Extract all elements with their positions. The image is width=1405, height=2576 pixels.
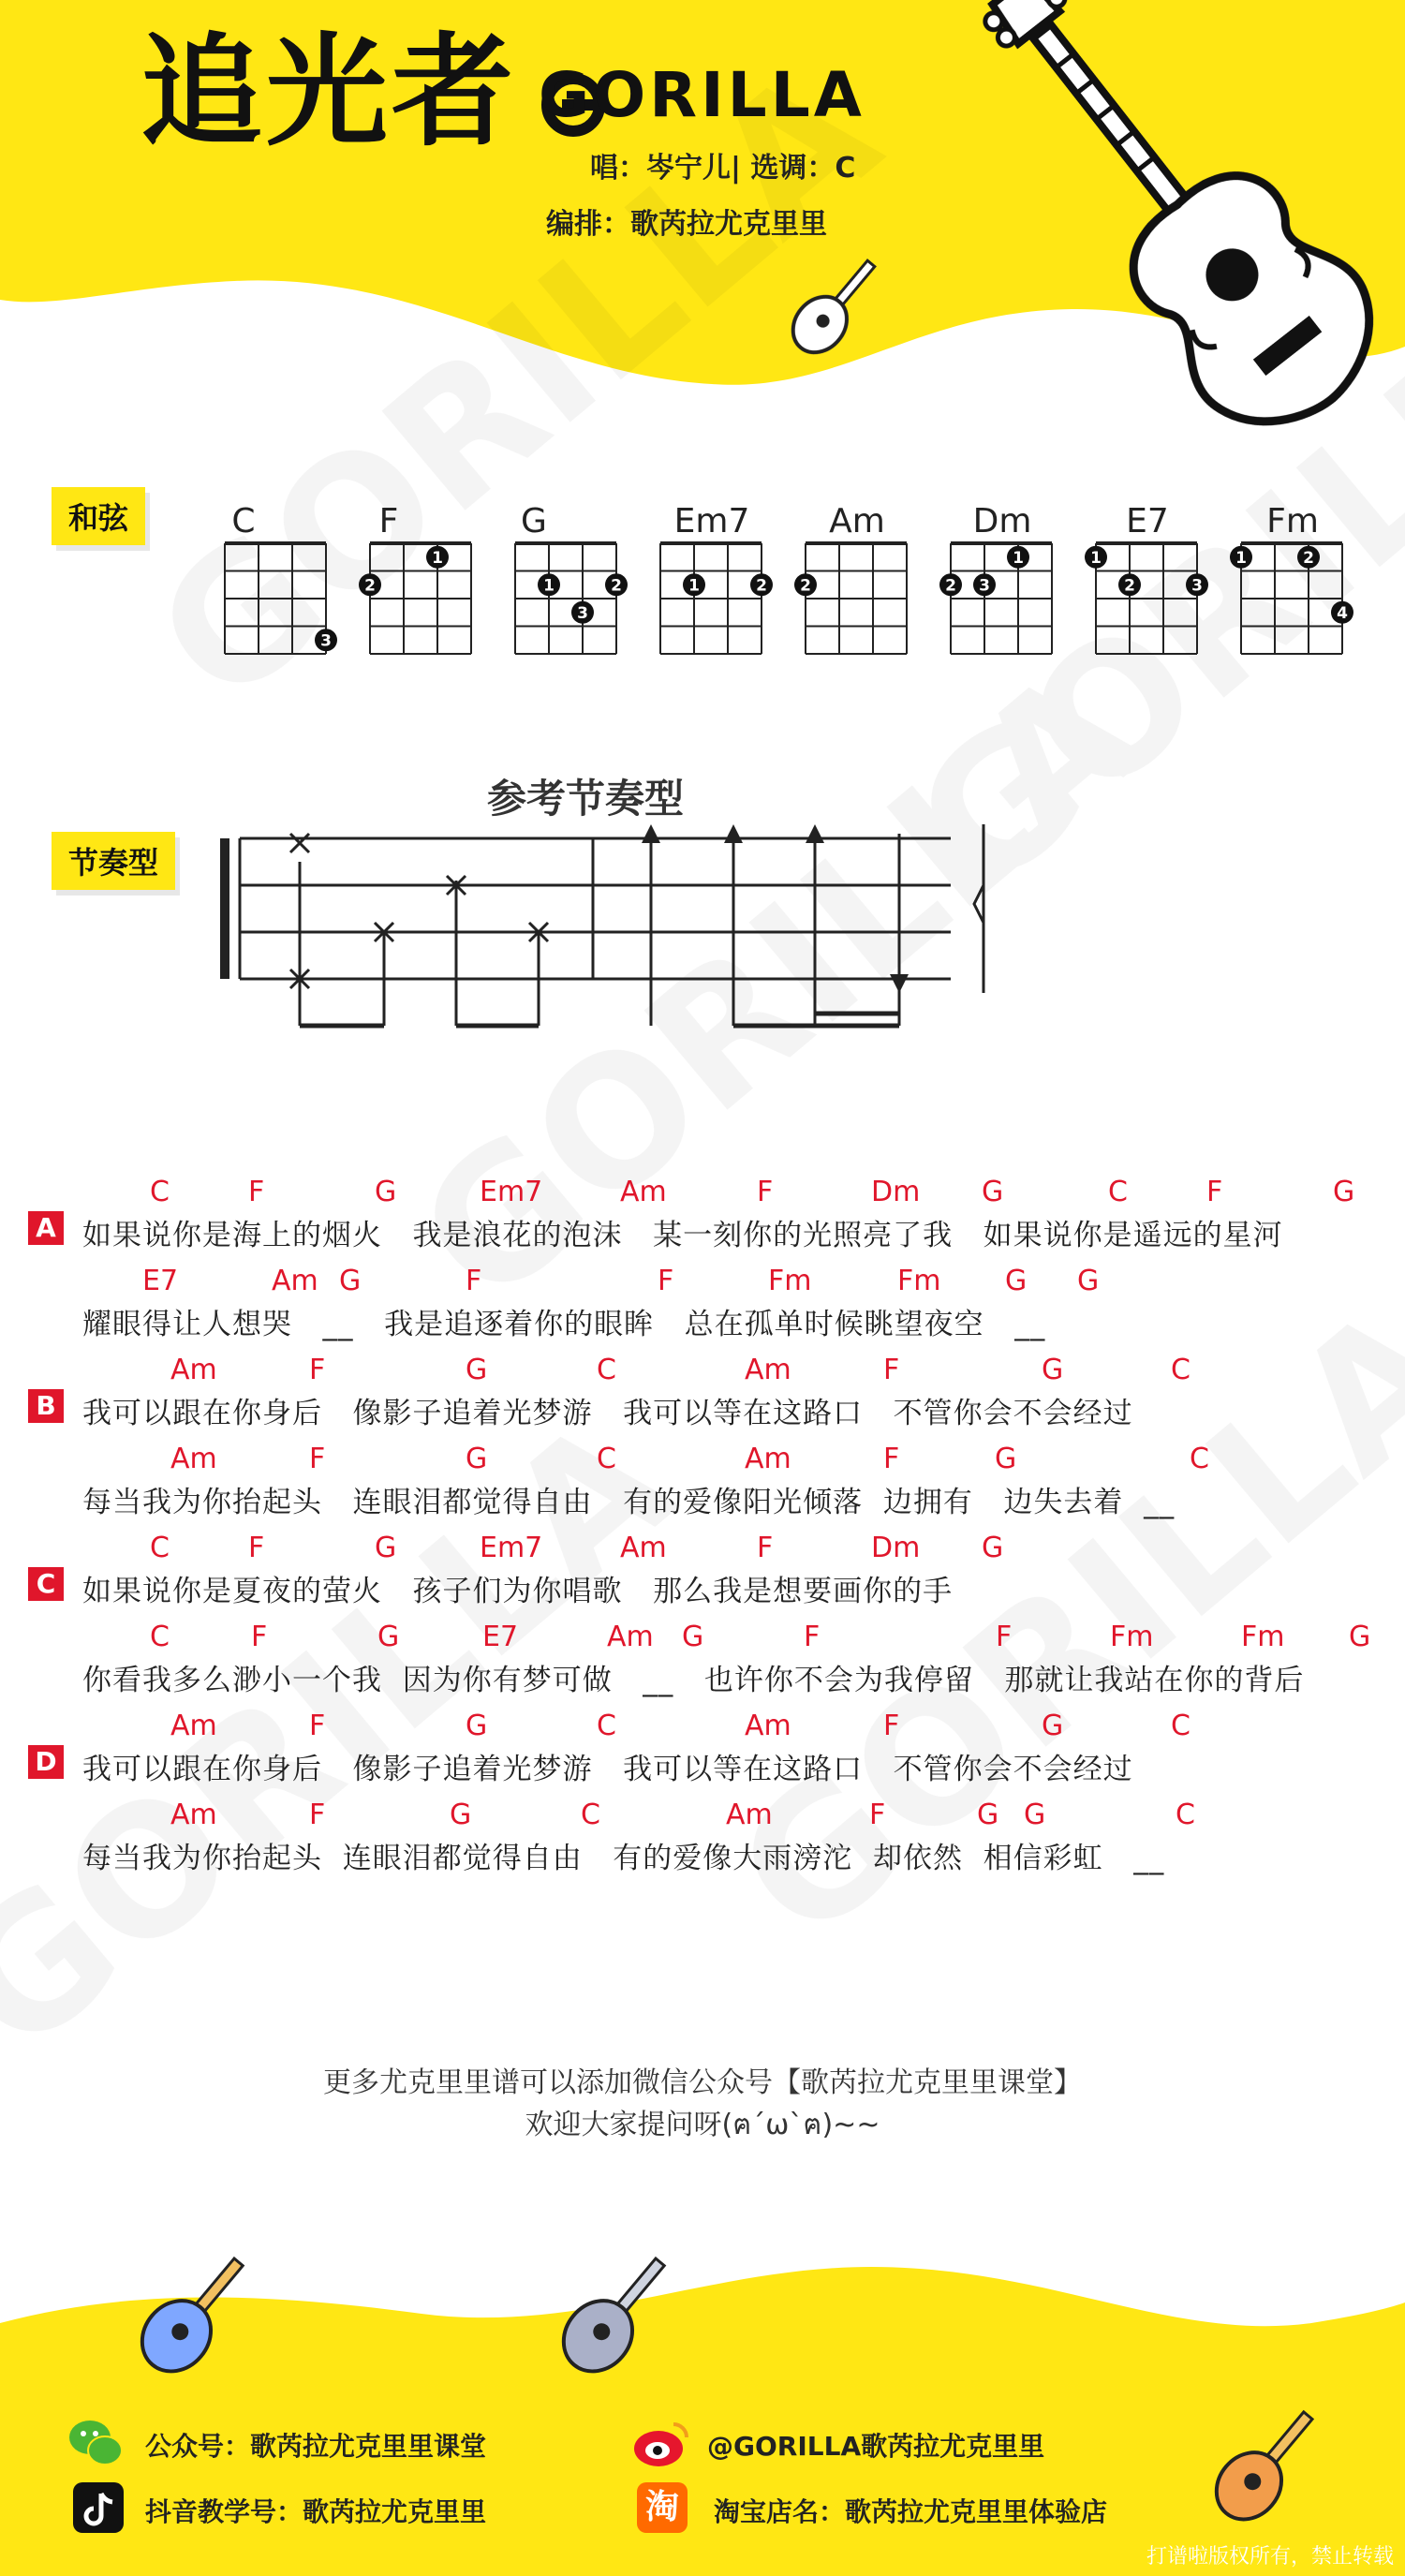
taobao-shop: 淘宝店名：歌芮拉尤克里里体验店 (714, 2496, 1108, 2527)
lyric-line (0, 1443, 1405, 1532)
section-marker: D (28, 1745, 64, 1779)
chord-mark: Am (745, 1354, 791, 1386)
song-title: 追光者 (140, 21, 518, 163)
chord-mark: G (377, 1621, 400, 1653)
chord-mark: F (804, 1621, 821, 1653)
chord-am (794, 502, 907, 654)
chord-mark: G (682, 1621, 704, 1653)
finger-number: 1 (688, 576, 700, 596)
chord-mark: G (466, 1443, 488, 1475)
chord-g (515, 502, 628, 654)
finger-number: 4 (1337, 603, 1348, 623)
chord-mark: F (466, 1265, 482, 1297)
chord-mark: E7 (482, 1621, 519, 1653)
lyric-line (0, 1265, 1405, 1354)
chord-mark: F (309, 1799, 326, 1831)
chord-mark: Em7 (480, 1176, 543, 1208)
chord-mark: F (1206, 1176, 1223, 1208)
chord-mark: Am (170, 1443, 217, 1475)
lyric-text: 如果说你是夏夜的萤火 孩子们为你唱歌 那么我是想要画你的手 (82, 1575, 954, 1608)
wechat-account: 公众号：歌芮拉尤克里里课堂 (145, 2431, 487, 2462)
chord-mark: Am (745, 1443, 791, 1475)
chord-dm (939, 502, 1052, 654)
chord-mark: Fm (1110, 1621, 1154, 1653)
lyric-line (0, 1354, 1405, 1443)
chord-mark: C (597, 1354, 616, 1386)
finger-number: 3 (1191, 576, 1203, 596)
footer-line-1: 更多尤克里里谱可以添加微信公众号【歌芮拉尤克里里课堂】 (323, 2066, 1082, 2099)
chord-fm (1230, 502, 1353, 654)
weibo-account: @GORILLA歌芮拉尤克里里 (707, 2431, 1045, 2462)
chord-mark: Fm (768, 1265, 812, 1297)
chord-f (359, 502, 471, 654)
chord-mark: F (658, 1265, 674, 1297)
chord-mark: Dm (871, 1532, 921, 1564)
finger-number: 3 (979, 576, 990, 596)
chord-mark: Fm (897, 1265, 941, 1297)
chord-mark: G (466, 1710, 488, 1742)
chord-mark: G (982, 1532, 1004, 1564)
pattern-title: 参考节奏型 (487, 776, 685, 822)
lyric-text: 你看我多么渺小一个我 因为你有梦可做 __ 也许你不会为我停留 那就让我站在你的背后 (82, 1664, 1305, 1697)
chord-mark: F (248, 1176, 265, 1208)
chord-name: Am (829, 502, 885, 540)
finger-number: 1 (543, 576, 555, 596)
finger-number: 2 (1303, 548, 1314, 568)
chord-mark: E7 (142, 1265, 179, 1297)
chord-mark: F (251, 1621, 268, 1653)
chord-mark: G (1333, 1176, 1355, 1208)
chord-mark: F (309, 1354, 326, 1386)
taobao-icon: 淘 (637, 2482, 688, 2533)
chord-mark: C (150, 1176, 170, 1208)
chord-mark: C (1190, 1443, 1209, 1475)
singer-key: 唱：岑宁儿| 选调：C (590, 152, 856, 185)
rhythm-label: 节奏型 (52, 832, 175, 890)
finger-number: 3 (577, 603, 588, 623)
finger-number: 2 (756, 576, 767, 596)
chord-mark: Fm (1241, 1621, 1285, 1653)
chord-mark: F (869, 1799, 886, 1831)
finger-number: 3 (320, 631, 332, 651)
chord-mark: C (597, 1443, 616, 1475)
chord-mark: F (883, 1354, 900, 1386)
wechat-icon (67, 2417, 118, 2467)
chord-mark: Am (620, 1176, 667, 1208)
chord-mark: C (1171, 1354, 1191, 1386)
finger-number: 1 (1013, 548, 1024, 568)
chord-mark: G (995, 1443, 1017, 1475)
chord-mark: Dm (871, 1176, 921, 1208)
chord-mark: G (1042, 1354, 1064, 1386)
chord-mark: F (248, 1532, 265, 1564)
chord-mark: Am (745, 1710, 791, 1742)
chord-mark: G (1349, 1621, 1371, 1653)
chord-name: Dm (972, 502, 1032, 540)
rhythm-pattern (0, 806, 1405, 1040)
lyric-text: 每当我为你抬起头 连眼泪都觉得自由 有的爱像阳光倾落 边拥有 边失去着 __ (82, 1486, 1176, 1519)
chord-mark: Am (607, 1621, 654, 1653)
chord-mark: F (757, 1176, 774, 1208)
chord-diagrams (0, 487, 1405, 674)
chord-mark: Am (170, 1354, 217, 1386)
chord-name: Fm (1266, 502, 1319, 540)
chord-em7 (660, 502, 773, 654)
chord-mark: Am (620, 1532, 667, 1564)
douyin-icon (73, 2482, 124, 2533)
chord-mark: Em7 (480, 1532, 543, 1564)
chord-mark: G (982, 1176, 1004, 1208)
chord-mark: G (375, 1532, 397, 1564)
finger-number: 1 (432, 548, 443, 568)
chord-mark: F (883, 1443, 900, 1475)
chord-name: F (378, 502, 399, 540)
chord-mark: C (150, 1532, 170, 1564)
section-marker: B (28, 1389, 64, 1423)
brand-name: GORILLA (539, 59, 865, 131)
lyric-line (0, 1621, 1405, 1710)
lyric-text: 我可以跟在你身后 像影子追着光梦游 我可以等在这路口 不管你会不会经过 (82, 1397, 1133, 1430)
finger-number: 1 (1235, 548, 1247, 568)
chords-label: 和弦 (52, 487, 145, 545)
chord-mark: Am (170, 1799, 217, 1831)
lyric-line (0, 1176, 1405, 1265)
chord-name: G (521, 502, 547, 540)
chord-mark: C (1171, 1710, 1191, 1742)
lyric-line (0, 1799, 1405, 1888)
chord-e7 (1085, 502, 1208, 654)
chord-mark: F (996, 1621, 1013, 1653)
chord-name: Em7 (673, 502, 750, 540)
chord-mark: F (309, 1443, 326, 1475)
chord-mark: F (757, 1532, 774, 1564)
chord-mark: C (1176, 1799, 1195, 1831)
arranger: 编排：歌芮拉尤克里里 (546, 208, 827, 241)
chord-mark: Am (726, 1799, 773, 1831)
chord-mark: C (581, 1799, 600, 1831)
chord-mark: C (150, 1621, 170, 1653)
lyric-text: 耀眼得让人想哭 __ 我是追逐着你的眼眸 总在孤单时候眺望夜空 __ (82, 1308, 1046, 1341)
chord-mark: C (597, 1710, 616, 1742)
chord-mark: F (309, 1710, 326, 1742)
chord-name: C (231, 502, 256, 540)
chord-mark: Am (170, 1710, 217, 1742)
section-marker: A (28, 1211, 64, 1245)
lyric-line (0, 1710, 1405, 1799)
chord-mark: C (1108, 1176, 1128, 1208)
chord-mark: F (883, 1710, 900, 1742)
chord-mark: G (977, 1799, 999, 1831)
douyin-account: 抖音教学号：歌芮拉尤克里里 (145, 2496, 487, 2527)
chord-mark: G (466, 1354, 488, 1386)
chord-mark: G (1005, 1265, 1028, 1297)
finger-number: 2 (364, 576, 376, 596)
lyric-text: 每当我为你抬起头 连眼泪都觉得自由 有的爱像大雨滂沱 却依然 相信彩虹 __ (82, 1842, 1165, 1875)
chord-mark: G (1077, 1265, 1100, 1297)
copyright: 打谱啦版权所有，禁止转载 (1146, 2545, 1394, 2569)
weibo-icon (632, 2415, 683, 2465)
finger-number: 2 (1124, 576, 1135, 596)
lyric-line (0, 1532, 1405, 1621)
finger-number: 2 (800, 576, 811, 596)
finger-number: 1 (1090, 548, 1102, 568)
footer-line-2: 欢迎大家提问呀(ฅ´ω`ฅ)~~ (525, 2109, 880, 2141)
chord-mark: G (375, 1176, 397, 1208)
chord-mark: Am (272, 1265, 318, 1297)
chord-name: E7 (1126, 502, 1169, 540)
chord-c (225, 502, 337, 654)
chord-mark: G (1042, 1710, 1064, 1742)
lyric-text: 如果说你是海上的烟火 我是浪花的泡沫 某一刻你的光照亮了我 如果说你是遥远的星河 (82, 1219, 1283, 1252)
section-marker: C (28, 1567, 64, 1601)
lyric-text: 我可以跟在你身后 像影子追着光梦游 我可以等在这路口 不管你会不会经过 (82, 1753, 1133, 1786)
finger-number: 2 (611, 576, 622, 596)
chord-mark: G (450, 1799, 472, 1831)
lyrics-sheet (0, 1176, 1405, 1925)
finger-number: 2 (945, 576, 956, 596)
chord-mark: G (1024, 1799, 1046, 1831)
chord-mark: G (339, 1265, 362, 1297)
